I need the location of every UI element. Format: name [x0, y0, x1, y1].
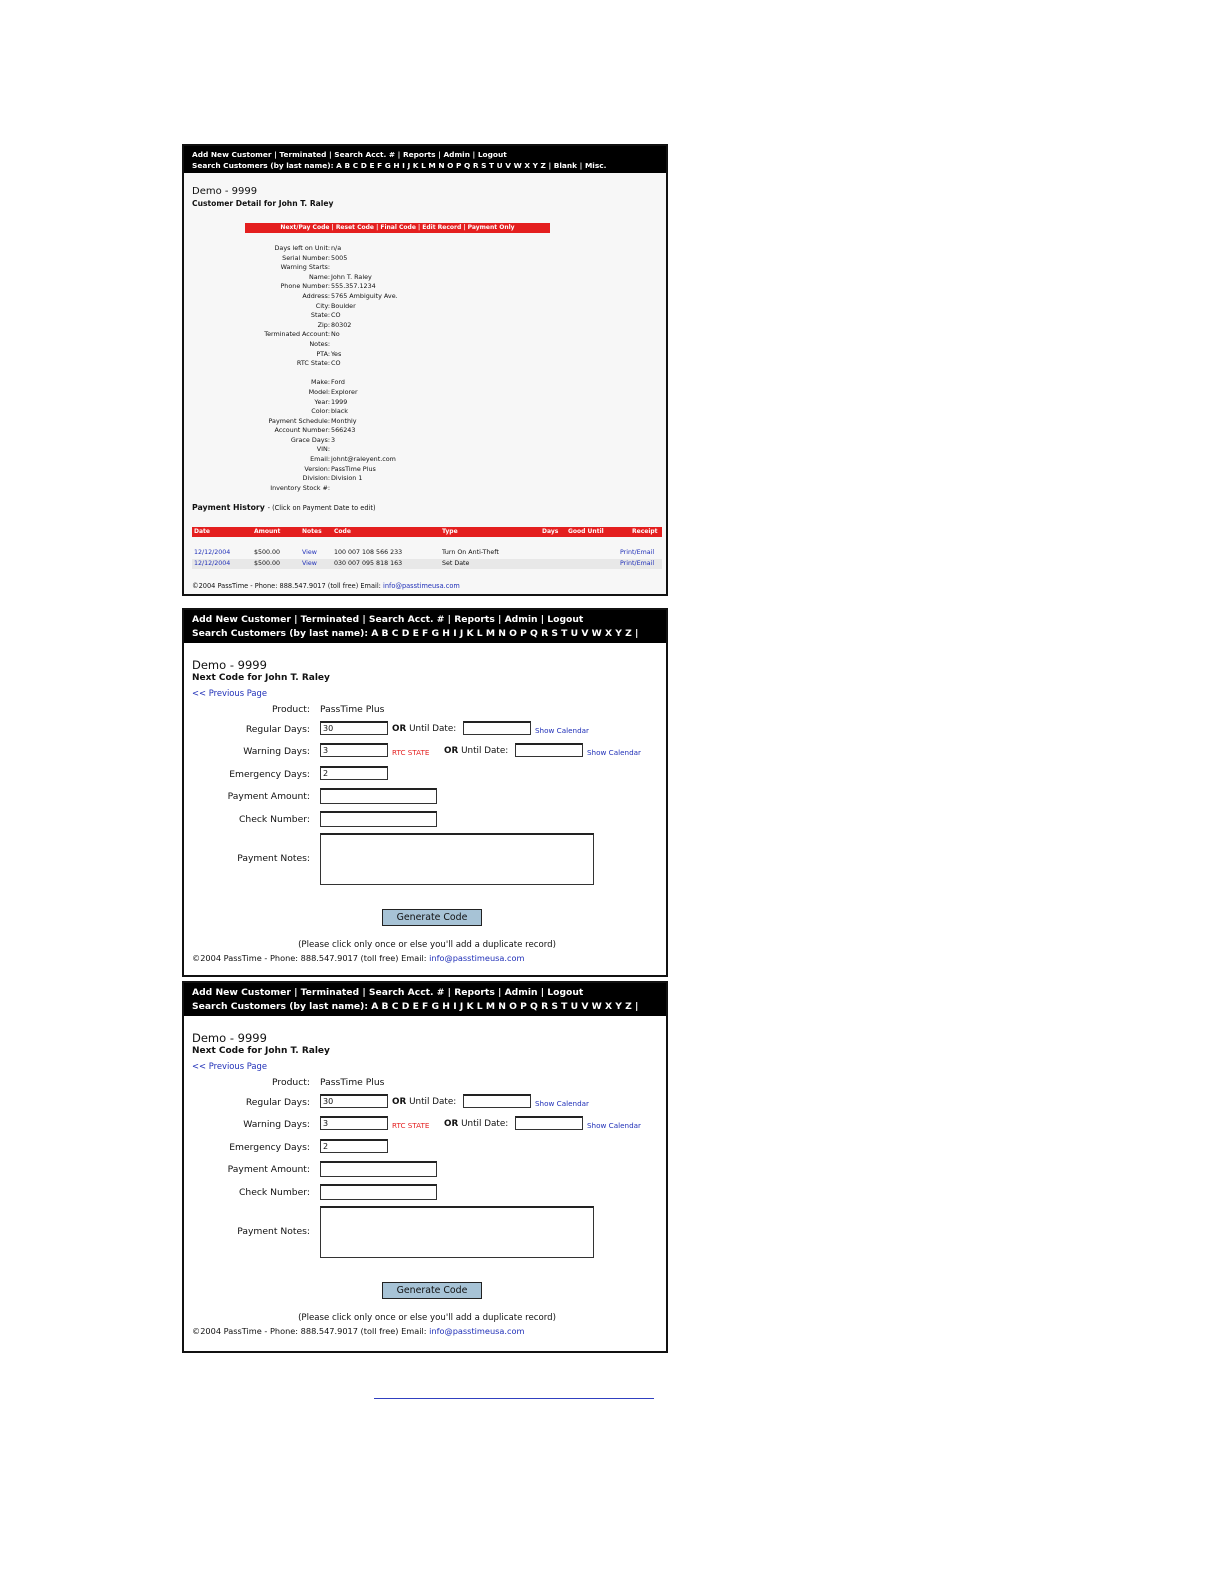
letter-link-f[interactable]: F: [377, 161, 383, 170]
detail-field-label: Year:: [314, 397, 330, 406]
generate-code-button[interactable]: Generate Code: [382, 1282, 482, 1299]
nav-logout[interactable]: Logout: [547, 614, 584, 625]
letter-link-a[interactable]: A: [371, 628, 379, 639]
letter-link-b[interactable]: B: [344, 161, 351, 170]
warning-until-label: [444, 746, 508, 756]
letter-link-t[interactable]: T: [561, 628, 568, 639]
detail-field-value: Explorer: [331, 387, 358, 396]
search-label: Search Customers (by last name):: [192, 161, 334, 170]
letter-link-h[interactable]: H: [393, 161, 400, 170]
letter-link-n[interactable]: N: [498, 628, 506, 639]
nav-bar: [184, 983, 666, 1026]
or-word: OR: [444, 746, 459, 756]
detail-field-row: [184, 263, 668, 273]
letter-links[interactable]: [371, 628, 632, 639]
detail-field-value: John T. Raley: [331, 272, 372, 281]
product-value: PassTime Plus: [320, 1077, 385, 1088]
detail-field-label: VIN:: [316, 445, 330, 454]
footer-text: ©2004 PassTime - Phone: 888.547.9017 (toll free) Email:: [192, 1326, 427, 1336]
detail-field-value: Boulder: [331, 301, 356, 310]
detail-field-label: Division:: [302, 474, 330, 483]
detail-field-value: 5765 Ambiguity Ave.: [331, 291, 398, 300]
payment-amount-input[interactable]: [320, 788, 437, 804]
nav-add-new-customer[interactable]: Add New Customer: [192, 150, 272, 159]
payment-notes-textarea[interactable]: [320, 833, 594, 885]
letter-link-q[interactable]: Q: [530, 1001, 538, 1012]
letter-link-y[interactable]: Y: [532, 161, 538, 170]
letter-link-d[interactable]: D: [401, 1001, 410, 1012]
letter-link-u[interactable]: U: [570, 1001, 579, 1012]
page-title: Demo - 9999: [192, 1031, 267, 1045]
letter-link-u[interactable]: U: [570, 628, 579, 639]
nav-add-new-customer[interactable]: Add New Customer: [192, 614, 291, 625]
detail-field-value: 1999: [331, 397, 348, 406]
detail-field-row: [184, 330, 668, 340]
payment-history-title: [192, 503, 376, 512]
payment-amount-label: Payment Amount:: [227, 1164, 310, 1175]
nav-add-new-customer[interactable]: Add New Customer: [192, 987, 291, 998]
payment-amount: $500.00: [254, 560, 281, 567]
detail-field-value: CO: [331, 311, 341, 320]
until-date-label: Until Date:: [409, 1097, 457, 1107]
warning-days-input[interactable]: 3: [320, 1116, 388, 1130]
detail-field-label: Model:: [308, 387, 330, 396]
detail-field-label: Notes:: [309, 339, 330, 348]
payment-code: 030 007 095 818 163: [334, 560, 403, 567]
nav-search-acct[interactable]: Search Acct. #: [368, 987, 445, 998]
detail-field-label: City:: [315, 301, 330, 310]
letter-link-n[interactable]: N: [498, 1001, 506, 1012]
detail-field-value: Division 1: [331, 474, 363, 483]
search-label: Search Customers (by last name):: [192, 628, 369, 639]
col-receipt: Receipt: [632, 528, 658, 535]
detail-field-row: [184, 340, 668, 350]
payment-amount-label: Payment Amount:: [227, 791, 310, 802]
letter-link-j[interactable]: J: [459, 1001, 464, 1012]
page-subtitle: Next Code for John T. Raley: [192, 1046, 330, 1056]
detail-field-value: Ford: [331, 378, 345, 387]
regular-show-calendar-link[interactable]: Show Calendar: [535, 726, 589, 735]
detail-field-value: CO: [331, 359, 341, 368]
warning-until-date-input[interactable]: [515, 1116, 583, 1130]
letter-link-e[interactable]: E: [412, 628, 419, 639]
col-amount: Amount: [254, 528, 281, 535]
rtc-state-label: RTC STATE: [392, 1121, 430, 1130]
detail-field-value: PassTime Plus: [331, 464, 376, 473]
view-notes-link[interactable]: View: [302, 549, 317, 556]
nav-search-row: Search Customers (by last name): A B C D E F G H I J K L M N O P Q R S T U V W X Y Z | Blank | Misc.: [192, 161, 607, 170]
detail-field-row: [184, 321, 668, 331]
or-word: OR: [392, 724, 407, 734]
detail-field-label: Name:: [308, 272, 330, 281]
detail-field-value: 80302: [331, 320, 352, 329]
letter-link-l[interactable]: L: [421, 161, 426, 170]
customer-fields: [184, 244, 668, 493]
col-date: Date: [194, 528, 210, 535]
col-good-until: Good Until: [568, 528, 604, 535]
detail-field-value: 566243: [331, 426, 356, 435]
letter-link-m[interactable]: M: [428, 161, 436, 170]
print-email-link[interactable]: Print/Email: [620, 549, 655, 556]
regular-days-input[interactable]: 30: [320, 721, 388, 735]
detail-field-label: Account Number:: [274, 426, 330, 435]
nav-blank[interactable]: Blank: [553, 161, 578, 170]
payment-history-hint: - (Click on Payment Date to edit): [267, 504, 376, 512]
footer-text: ©2004 PassTime - Phone: 888.547.9017 (toll free) Email:: [192, 953, 427, 963]
regular-days-input[interactable]: 30: [320, 1094, 388, 1108]
letter-link-o[interactable]: O: [509, 1001, 517, 1012]
payment-history-heading: Payment History: [192, 503, 265, 512]
detail-field-value: No: [331, 330, 340, 339]
detail-field-row: [184, 436, 668, 446]
letter-link-w[interactable]: W: [513, 161, 522, 170]
letter-link-p[interactable]: P: [520, 628, 527, 639]
detail-field-row: [184, 244, 668, 254]
letter-link-i[interactable]: I: [453, 1001, 457, 1012]
detail-field-label: Grace Days:: [290, 435, 330, 444]
detail-field-row: [184, 398, 668, 408]
detail-field-value: Monthly: [331, 416, 357, 425]
generate-code-button[interactable]: Generate Code: [382, 909, 482, 926]
table-row: [192, 559, 662, 569]
nav-reports[interactable]: Reports: [402, 150, 436, 159]
letter-link-m[interactable]: M: [485, 1001, 495, 1012]
next-code-screenshot-1: [182, 608, 668, 977]
payment-date-link[interactable]: 12/12/2004: [194, 549, 231, 556]
until-date-label: Until Date:: [409, 724, 457, 734]
letter-link-c[interactable]: C: [391, 1001, 399, 1012]
emergency-days-input[interactable]: 2: [320, 1139, 388, 1153]
footer: [192, 1326, 525, 1336]
letter-link-p[interactable]: P: [455, 161, 462, 170]
regular-until-date-input[interactable]: [463, 1094, 531, 1108]
nav-misc[interactable]: Misc.: [230, 1015, 258, 1026]
letter-links[interactable]: [371, 1001, 632, 1012]
nav-blank[interactable]: Blank: [192, 1015, 222, 1026]
letter-link-m[interactable]: M: [485, 628, 495, 639]
payment-amount-input[interactable]: [320, 1161, 437, 1177]
footer-email-link[interactable]: info@passtimeusa.com: [383, 582, 460, 590]
nav-links-row: Add New Customer | Terminated | Search Acct. # | Reports | Admin | Logout: [192, 150, 507, 159]
nav-reports[interactable]: Reports: [454, 614, 495, 625]
detail-field-value: n/a: [331, 244, 342, 252]
footer-email-link[interactable]: info@passtimeusa.com: [429, 953, 525, 963]
regular-show-calendar-link[interactable]: Show Calendar: [535, 1099, 589, 1108]
letter-link-g[interactable]: G: [431, 628, 440, 639]
letter-link-f[interactable]: F: [422, 628, 429, 639]
warning-days-label: Warning Days:: [243, 1119, 310, 1130]
regular-days-label: Regular Days:: [245, 1097, 310, 1108]
letter-link-r[interactable]: R: [541, 628, 549, 639]
letter-link-o[interactable]: O: [509, 628, 517, 639]
check-number-label: Check Number:: [238, 814, 310, 825]
nav-reports[interactable]: Reports: [454, 987, 495, 998]
letter-link-b[interactable]: B: [381, 628, 389, 639]
page-title: Demo - 9999: [192, 186, 258, 197]
letter-link-q[interactable]: Q: [463, 161, 471, 170]
nav-admin[interactable]: Admin: [504, 614, 538, 625]
letter-link-s[interactable]: S: [551, 628, 558, 639]
emergency-days-label: Emergency Days:: [229, 1142, 310, 1153]
payment-notes-textarea[interactable]: [320, 1206, 594, 1258]
product-label: Product:: [272, 704, 310, 715]
letter-link-i[interactable]: I: [453, 628, 457, 639]
nav-admin[interactable]: Admin: [504, 987, 538, 998]
nav-links-row: Add New Customer | Terminated | Search Acct. # | Reports | Admin | Logout: [192, 987, 584, 998]
product-label: Product:: [272, 1077, 310, 1088]
reset-code-link[interactable]: Reset Code: [335, 224, 374, 231]
product-value: PassTime Plus: [320, 704, 385, 715]
letter-link-z[interactable]: Z: [625, 1001, 632, 1012]
nav-search-acct[interactable]: Search Acct. #: [334, 150, 396, 159]
next-pay-code-link[interactable]: Next/Pay Code: [280, 224, 330, 231]
detail-field-row: [184, 311, 668, 321]
letter-link-s[interactable]: S: [551, 1001, 558, 1012]
footer: [192, 953, 525, 963]
detail-field-value: black: [331, 407, 348, 416]
letter-link-q[interactable]: Q: [530, 628, 538, 639]
detail-field-label: RTC State:: [296, 359, 330, 368]
letter-link-f[interactable]: F: [422, 1001, 429, 1012]
nav-misc[interactable]: Misc.: [230, 642, 258, 653]
detail-field-label: Zip:: [317, 320, 330, 329]
letter-link-w[interactable]: W: [591, 1001, 602, 1012]
emergency-days-input[interactable]: 2: [320, 766, 388, 780]
detail-field-label: Days left on Unit:: [274, 244, 330, 252]
detail-field-row: [184, 273, 668, 283]
regular-days-label: Regular Days:: [245, 724, 310, 735]
letter-link-d[interactable]: D: [360, 161, 367, 170]
table-row: [192, 548, 662, 558]
detail-field-label: Make:: [311, 378, 330, 387]
nav-terminated[interactable]: Terminated: [279, 150, 327, 159]
payment-notes-label: Payment Notes:: [237, 853, 310, 864]
letter-link-l[interactable]: L: [476, 628, 483, 639]
detail-field-row: [184, 369, 668, 379]
or-word: OR: [444, 1119, 459, 1129]
detail-field-row: [184, 254, 668, 264]
letter-link-s[interactable]: S: [481, 161, 487, 170]
letter-link-z[interactable]: Z: [540, 161, 546, 170]
nav-blank[interactable]: Blank: [192, 642, 222, 653]
letter-link-g[interactable]: G: [384, 161, 391, 170]
rtc-state-label: RTC STATE: [392, 748, 430, 757]
page-link-underline: [374, 1398, 654, 1399]
or-word: OR: [392, 1097, 407, 1107]
letter-link-a[interactable]: A: [336, 161, 342, 170]
nav-bar: [184, 610, 666, 653]
warning-until-date-input[interactable]: [515, 743, 583, 757]
letter-link-e[interactable]: E: [369, 161, 375, 170]
customer-detail-screenshot: [182, 144, 668, 596]
letter-link-v[interactable]: V: [505, 161, 511, 170]
footer: [192, 582, 460, 590]
letter-link-o[interactable]: O: [447, 161, 454, 170]
detail-field-row: [184, 426, 668, 436]
detail-field-label: Color:: [311, 407, 330, 416]
page-subtitle: Customer Detail for John T. Raley: [192, 199, 334, 208]
detail-field-label: Phone Number:: [280, 282, 330, 291]
nav-admin[interactable]: Admin: [443, 150, 470, 159]
letter-link-c[interactable]: C: [391, 628, 399, 639]
col-code: Code: [334, 528, 351, 535]
nav-logout[interactable]: Logout: [477, 150, 507, 159]
letter-link-k[interactable]: K: [466, 1001, 474, 1012]
letter-link-r[interactable]: R: [541, 1001, 549, 1012]
payment-type: Turn On Anti-Theft: [442, 549, 499, 556]
letter-link-x[interactable]: X: [605, 628, 613, 639]
letter-links[interactable]: [336, 161, 546, 170]
previous-page-link[interactable]: << Previous Page: [192, 688, 268, 698]
detail-field-row: [184, 474, 668, 484]
check-number-label: Check Number:: [238, 1187, 310, 1198]
footer-text: ©2004 PassTime - Phone: 888.547.9017 (toll free) Email:: [192, 582, 381, 590]
detail-field-row: [184, 378, 668, 388]
regular-until-label: [392, 724, 456, 734]
detail-field-row: [184, 359, 668, 369]
letter-link-j[interactable]: J: [459, 628, 464, 639]
col-days: Days: [542, 528, 559, 535]
detail-field-value: Yes: [331, 349, 342, 358]
detail-field-value: 3: [331, 435, 336, 444]
letter-link-h[interactable]: H: [442, 1001, 450, 1012]
letter-link-z[interactable]: Z: [625, 628, 632, 639]
detail-field-row: [184, 282, 668, 292]
detail-field-row: [184, 417, 668, 427]
detail-field-value: johnt@raleyent.com: [331, 455, 396, 464]
letter-link-v[interactable]: V: [581, 1001, 589, 1012]
nav-search-row: Search Customers (by last name): A B C D E F G H I J K L M N O P Q R S T U V W X Y Z | Blank | Misc.: [192, 628, 639, 653]
letter-link-v[interactable]: V: [581, 628, 589, 639]
payment-type: Set Date: [442, 560, 470, 567]
letter-link-c[interactable]: C: [352, 161, 359, 170]
warning-show-calendar-link[interactable]: Show Calendar: [587, 1121, 641, 1130]
letter-link-a[interactable]: A: [371, 1001, 379, 1012]
detail-field-row: [184, 388, 668, 398]
letter-link-k[interactable]: K: [412, 161, 419, 170]
letter-link-t[interactable]: T: [489, 161, 495, 170]
warning-days-input[interactable]: 3: [320, 743, 388, 757]
letter-link-x[interactable]: X: [605, 1001, 613, 1012]
col-type: Type: [442, 528, 458, 535]
col-notes: Notes: [302, 528, 322, 535]
nav-terminated[interactable]: Terminated: [300, 987, 360, 998]
detail-field-label: Version:: [304, 464, 330, 473]
detail-field-label: Inventory Stock #:: [270, 483, 330, 492]
search-label: Search Customers (by last name):: [192, 1001, 369, 1012]
detail-field-label: Email:: [310, 455, 330, 464]
page-subtitle: Next Code for John T. Raley: [192, 673, 330, 683]
letter-link-n[interactable]: N: [438, 161, 445, 170]
next-code-screenshot-2: [182, 981, 668, 1353]
check-number-input[interactable]: [320, 1184, 437, 1200]
page-title: Demo - 9999: [192, 658, 267, 672]
final-code-link[interactable]: Final Code: [380, 224, 416, 231]
letter-link-g[interactable]: G: [431, 1001, 440, 1012]
warning-show-calendar-link[interactable]: Show Calendar: [587, 748, 641, 757]
nav-terminated[interactable]: Terminated: [300, 614, 360, 625]
letter-link-p[interactable]: P: [520, 1001, 527, 1012]
duplicate-warning: (Please click only once or else you'll add a duplicate record): [298, 940, 556, 950]
warning-until-label: [444, 1119, 508, 1129]
letter-link-l[interactable]: L: [476, 1001, 483, 1012]
detail-field-row: [184, 350, 668, 360]
footer-email-link[interactable]: info@passtimeusa.com: [429, 1326, 525, 1336]
detail-field-row: [184, 484, 668, 494]
edit-record-link[interactable]: Edit Record: [422, 224, 462, 231]
until-date-label: Until Date:: [461, 746, 509, 756]
letter-link-e[interactable]: E: [412, 1001, 419, 1012]
letter-link-w[interactable]: W: [591, 628, 602, 639]
detail-field-row: [184, 455, 668, 465]
duplicate-warning: (Please click only once or else you'll add a duplicate record): [298, 1313, 556, 1323]
print-email-link[interactable]: Print/Email: [620, 560, 655, 567]
letter-link-b[interactable]: B: [381, 1001, 389, 1012]
payment-notes-label: Payment Notes:: [237, 1226, 310, 1237]
letter-link-i[interactable]: I: [402, 161, 405, 170]
detail-field-row: [184, 302, 668, 312]
detail-field-label: Serial Number:: [282, 253, 330, 262]
detail-field-label: Payment Schedule:: [268, 416, 330, 425]
payment-only-link[interactable]: Payment Only: [467, 224, 515, 231]
previous-page-link[interactable]: << Previous Page: [192, 1061, 268, 1071]
regular-until-date-input[interactable]: [463, 721, 531, 735]
warning-days-label: Warning Days:: [243, 746, 310, 757]
nav-links-row: Add New Customer | Terminated | Search Acct. # | Reports | Admin | Logout: [192, 614, 584, 625]
detail-field-row: [184, 465, 668, 475]
letter-link-x[interactable]: X: [524, 161, 531, 170]
letter-link-d[interactable]: D: [401, 628, 410, 639]
payment-amount: $500.00: [254, 549, 281, 556]
letter-link-u[interactable]: U: [496, 161, 503, 170]
regular-until-label: [392, 1097, 456, 1107]
nav-search-acct[interactable]: Search Acct. #: [368, 614, 445, 625]
nav-search-row: Search Customers (by last name): A B C D E F G H I J K L M N O P Q R S T U V W X Y Z | Blank | Misc.: [192, 1001, 639, 1026]
letter-link-y[interactable]: Y: [615, 628, 622, 639]
emergency-days-label: Emergency Days:: [229, 769, 310, 780]
detail-field-label: Warning Starts:: [280, 263, 330, 272]
detail-field-value: 5005: [331, 253, 348, 262]
letter-link-h[interactable]: H: [442, 628, 450, 639]
detail-field-label: State:: [310, 311, 330, 320]
letter-link-t[interactable]: T: [561, 1001, 568, 1012]
check-number-input[interactable]: [320, 811, 437, 827]
letter-link-y[interactable]: Y: [615, 1001, 622, 1012]
payment-history-header: [192, 527, 662, 537]
payment-date-link[interactable]: 12/12/2004: [194, 560, 231, 567]
nav-logout[interactable]: Logout: [547, 987, 584, 998]
detail-field-label: Terminated Account:: [264, 330, 330, 339]
letter-link-j[interactable]: J: [407, 161, 411, 170]
detail-field-label: PTA:: [316, 349, 330, 358]
letter-link-k[interactable]: K: [466, 628, 474, 639]
nav-misc[interactable]: Misc.: [584, 161, 607, 170]
detail-field-row: [184, 407, 668, 417]
until-date-label: Until Date:: [461, 1119, 509, 1129]
detail-field-row: [184, 445, 668, 455]
detail-field-label: Address:: [302, 291, 330, 300]
view-notes-link[interactable]: View: [302, 560, 317, 567]
payment-code: 100 007 108 566 233: [334, 549, 403, 556]
action-bar: Next/Pay Code | Reset Code | Final Code | Edit Record | Payment Only: [245, 223, 550, 233]
detail-field-row: [184, 292, 668, 302]
nav-bar: [184, 146, 666, 173]
letter-link-r[interactable]: R: [472, 161, 479, 170]
detail-field-value: 555.357.1234: [331, 282, 376, 291]
